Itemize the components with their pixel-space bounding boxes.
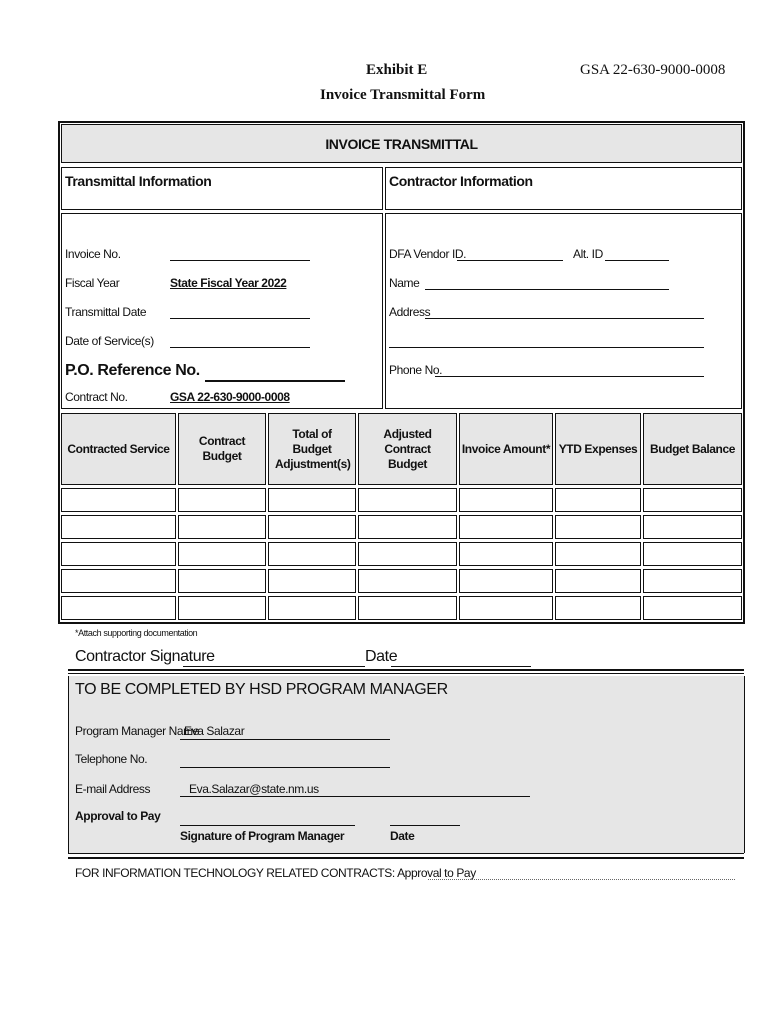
table-cell[interactable] [358, 596, 457, 620]
hsd-title: TO BE COMPLETED BY HSD PROGRAM MANAGER [75, 681, 448, 698]
table-cell[interactable] [178, 596, 266, 620]
col-budget-balance: Budget Balance [643, 413, 742, 485]
table-cell[interactable] [178, 515, 266, 539]
col-budget-adjustments [268, 413, 356, 485]
pm-name-field[interactable] [180, 739, 390, 740]
email-label: E-mail Address [75, 782, 151, 796]
hsd-bottom-rule-2 [68, 857, 744, 859]
approval-date-field[interactable] [390, 825, 460, 826]
email-field[interactable] [180, 796, 530, 797]
dfa-vendor-id-field[interactable] [457, 260, 563, 261]
address-field-2[interactable] [389, 347, 704, 348]
dfa-vendor-id-label: DFA Vendor ID. [389, 247, 467, 261]
approval-date-label: Date [390, 829, 415, 843]
table-cell[interactable] [358, 488, 457, 512]
transmittal-info-title: Transmittal Information [65, 173, 212, 189]
hsd-top-rule [68, 669, 744, 671]
pm-name-label: Program Manager Name [75, 724, 200, 738]
col-ytd-expenses: YTD Expenses [555, 413, 641, 485]
email-value: Eva.Salazar@state.nm.us [189, 782, 319, 796]
table-cell[interactable] [268, 488, 356, 512]
name-field[interactable] [425, 289, 669, 290]
date-of-service-label: Date of Service(s) [65, 334, 154, 348]
table-cell[interactable] [459, 542, 553, 566]
pm-signature-field[interactable] [180, 825, 355, 826]
table-cell[interactable] [643, 542, 742, 566]
table-cell[interactable] [268, 542, 356, 566]
pm-name-value: Eva Salazar [184, 724, 245, 738]
address-label: Address [389, 305, 431, 319]
table-cell[interactable] [643, 488, 742, 512]
contractor-signature-label: Contractor Signature [75, 648, 215, 665]
table-cell[interactable] [268, 569, 356, 593]
table-cell[interactable] [358, 515, 457, 539]
table-cell[interactable] [555, 488, 641, 512]
approval-to-pay-label: Approval to Pay [75, 809, 161, 823]
po-reference-field[interactable] [205, 380, 345, 382]
invoice-no-label: Invoice No. [65, 247, 121, 261]
address-field-1[interactable] [425, 318, 704, 319]
invoice-no-field[interactable] [170, 260, 310, 261]
phone-label: Phone No. [389, 363, 443, 377]
telephone-label: Telephone No. [75, 752, 148, 766]
table-cell[interactable] [178, 542, 266, 566]
table-cell[interactable] [61, 515, 176, 539]
date-of-service-field[interactable] [170, 347, 310, 348]
contract-no-label: Contract No. [65, 390, 128, 404]
table-cell[interactable] [178, 569, 266, 593]
table-cell[interactable] [268, 596, 356, 620]
table-cell[interactable] [358, 569, 457, 593]
hsd-top-rule-2 [68, 673, 744, 674]
form-title: Invoice Transmittal Form [320, 87, 486, 103]
phone-field[interactable] [435, 376, 704, 377]
name-label: Name [389, 276, 420, 290]
footnote: *Attach supporting documentation [75, 628, 198, 638]
table-cell[interactable] [555, 596, 641, 620]
contractor-info-title: Contractor Information [389, 173, 533, 189]
fiscal-year-label: Fiscal Year [65, 276, 120, 290]
col-budget-adjustments-label: Total of Budget Adjustment(s) [275, 426, 351, 471]
hsd-panel [68, 676, 745, 853]
invoice-transmittal-banner [61, 124, 742, 163]
signature-date-label: Date [365, 648, 398, 665]
table-cell[interactable] [643, 515, 742, 539]
table-cell[interactable] [358, 542, 457, 566]
table-cell[interactable] [61, 488, 176, 512]
exhibit-title: Exhibit E [366, 62, 428, 78]
table-cell[interactable] [643, 596, 742, 620]
pm-signature-label: Signature of Program Manager [180, 829, 345, 843]
hsd-bottom-rule [68, 853, 744, 854]
transmittal-date-field[interactable] [170, 318, 310, 319]
col-contracted-service: Contracted Service [61, 413, 176, 485]
alt-id-label: Alt. ID [573, 247, 603, 261]
it-contracts-label: FOR INFORMATION TECHNOLOGY RELATED CONTRACTS: Approval to Pay [75, 866, 476, 880]
table-cell[interactable] [555, 515, 641, 539]
table-cell[interactable] [643, 569, 742, 593]
po-reference-label: P.O. Reference No. [65, 362, 200, 379]
table-cell[interactable] [459, 596, 553, 620]
table-cell[interactable] [61, 542, 176, 566]
transmittal-info-header [61, 167, 383, 210]
it-approval-field[interactable] [428, 879, 735, 880]
contract-no-value: GSA 22-630-9000-0008 [170, 390, 290, 404]
table-cell[interactable] [61, 569, 176, 593]
contractor-info-header [385, 167, 742, 210]
col-adjusted-budget-label: Adjusted Contract Budget [383, 426, 432, 471]
contractor-info-panel [385, 213, 742, 409]
col-adjusted-contract-budget [358, 413, 457, 485]
col-invoice-amount: Invoice Amount* [459, 413, 553, 485]
transmittal-date-label: Transmittal Date [65, 305, 147, 319]
table-cell[interactable] [459, 569, 553, 593]
table-cell[interactable] [555, 542, 641, 566]
col-contract-budget: Contract Budget [178, 413, 266, 485]
telephone-field[interactable] [180, 767, 390, 768]
table-cell[interactable] [178, 488, 266, 512]
table-cell[interactable] [61, 596, 176, 620]
alt-id-field[interactable] [605, 260, 669, 261]
table-cell[interactable] [459, 515, 553, 539]
fiscal-year-value: State Fiscal Year 2022 [170, 276, 287, 290]
contractor-signature-field[interactable] [183, 666, 365, 667]
header-contract-ref: GSA 22-630-9000-0008 [580, 62, 726, 78]
signature-date-field[interactable] [391, 666, 531, 667]
table-cell[interactable] [555, 569, 641, 593]
banner-title: INVOICE TRANSMITTAL [325, 135, 478, 152]
table-cell[interactable] [459, 488, 553, 512]
table-cell[interactable] [268, 515, 356, 539]
